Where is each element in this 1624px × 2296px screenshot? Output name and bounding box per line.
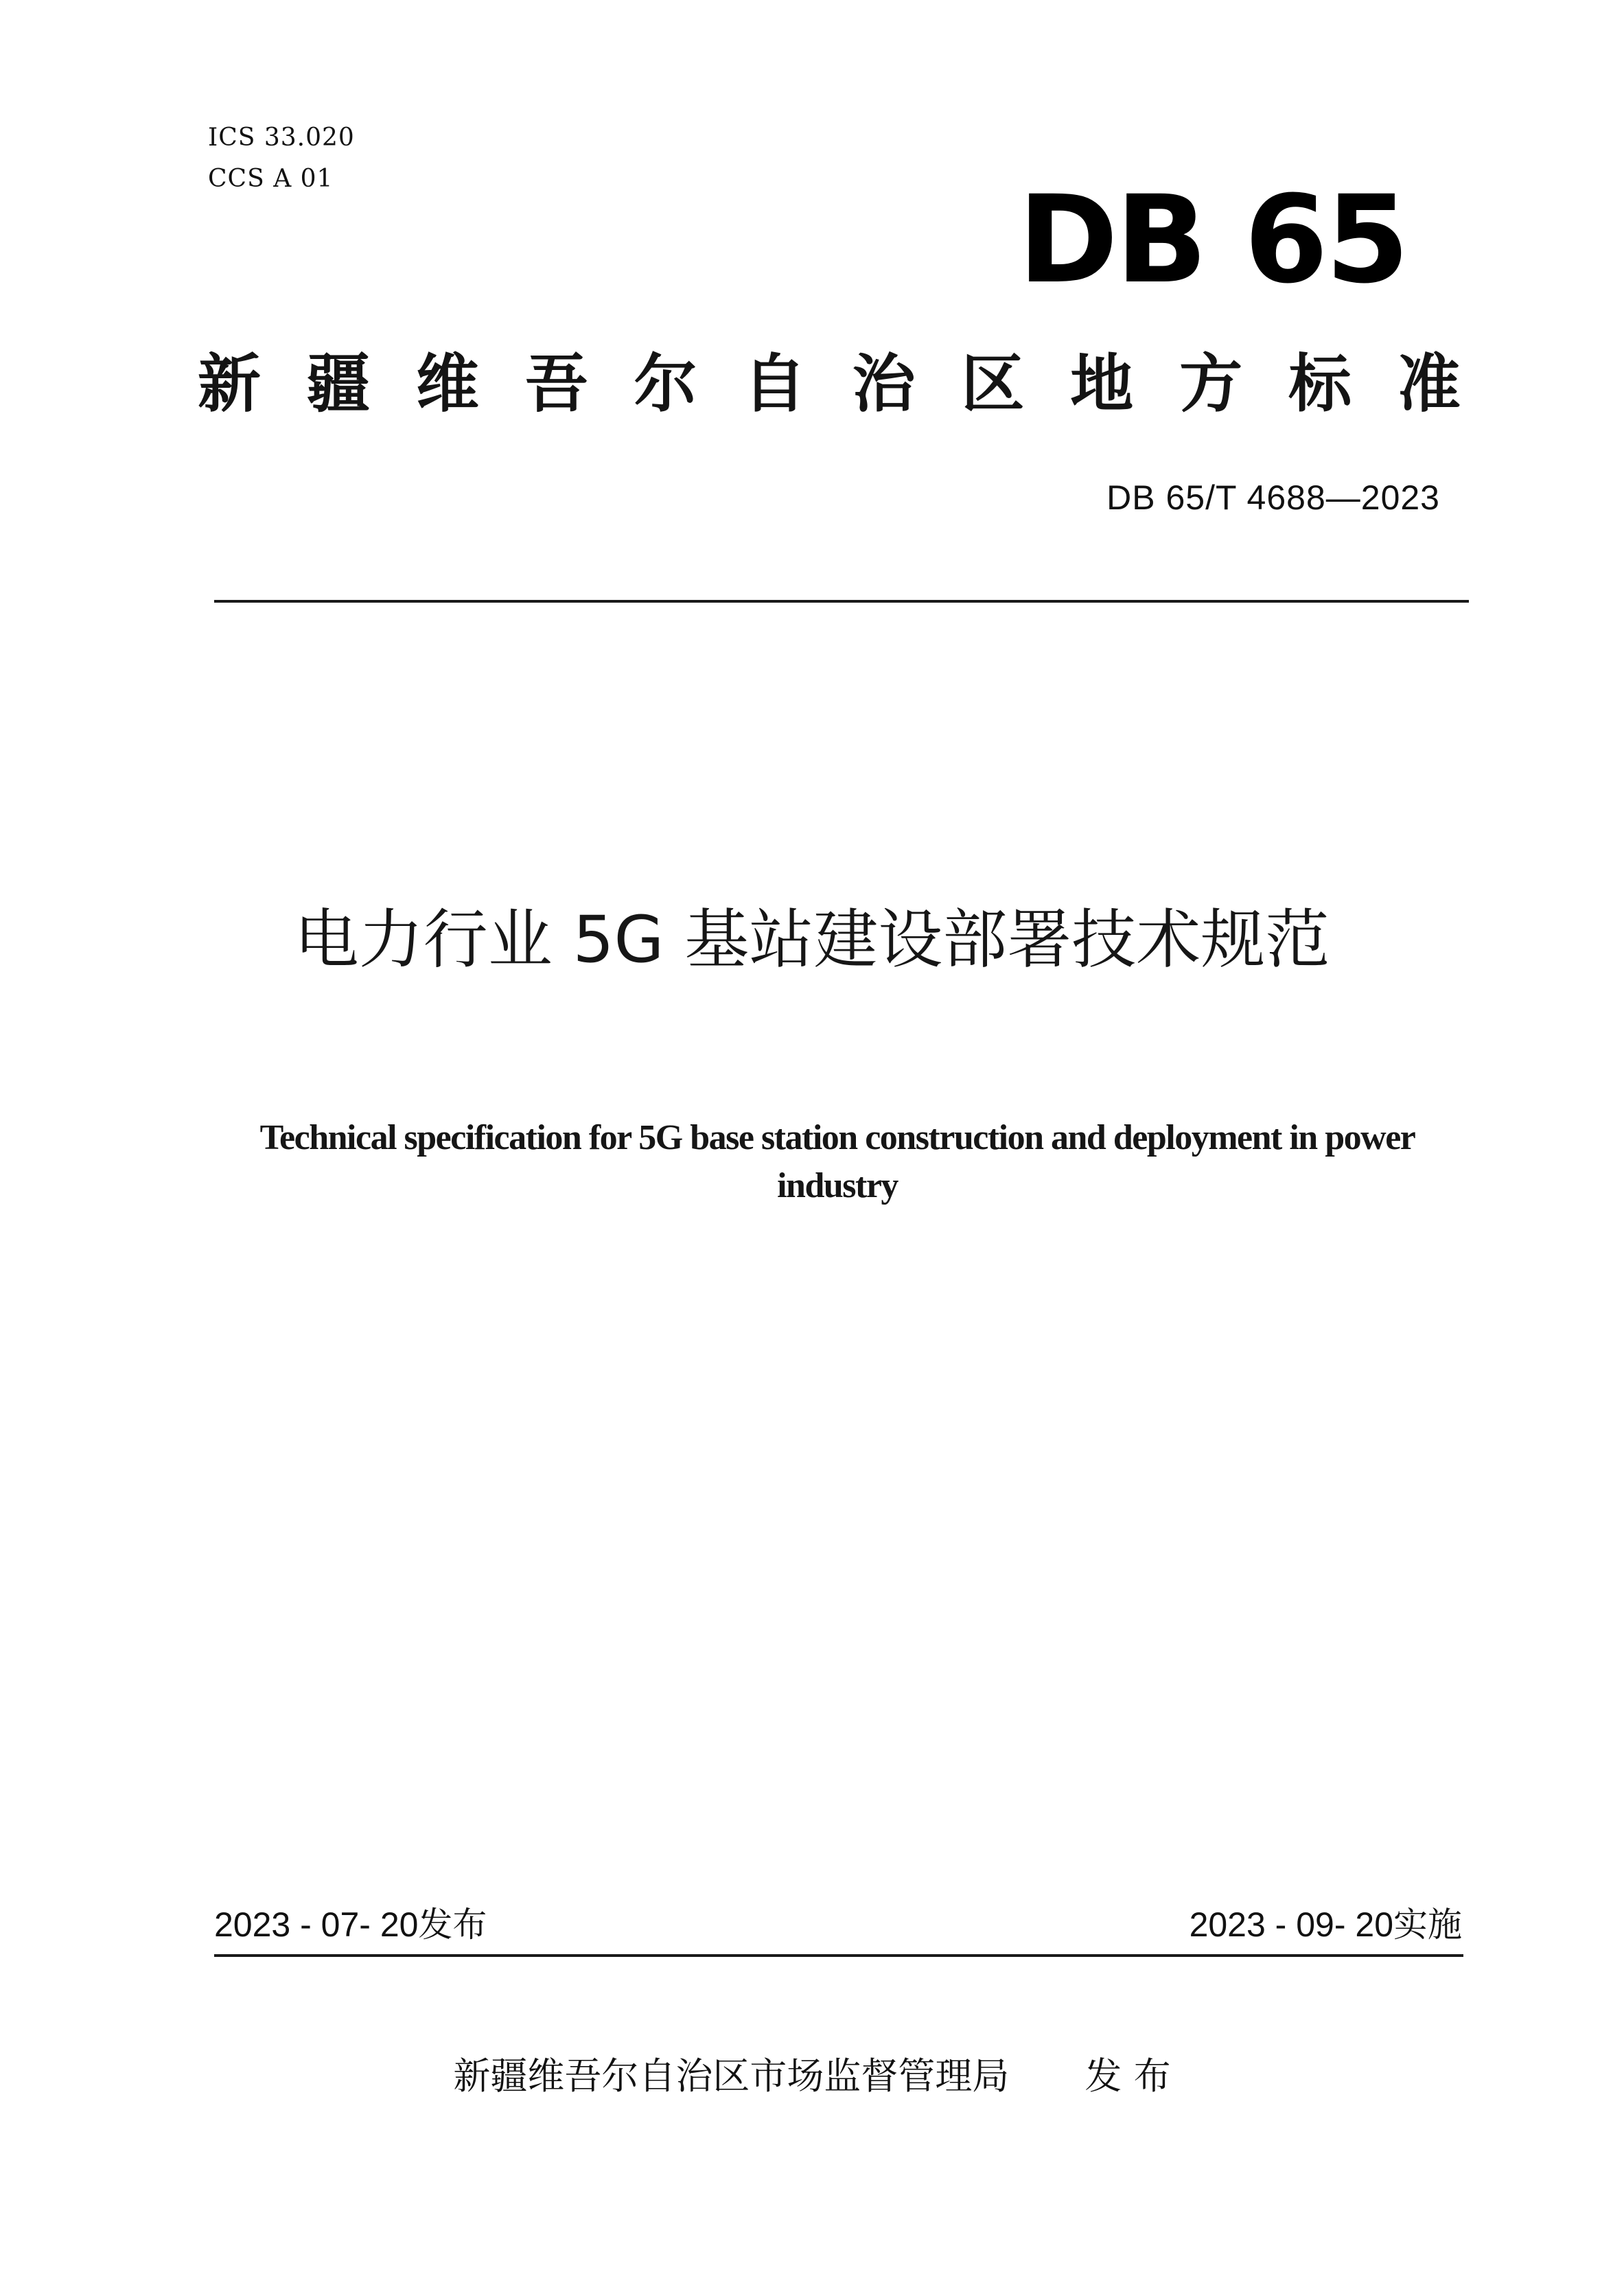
document-title-english: Technical specification for 5G base station construction and deployment in power industry	[259, 1118, 1415, 1205]
bottom-divider	[214, 1954, 1463, 1957]
implementation-date: 2023 - 09- 20实施	[1189, 1905, 1462, 1944]
publish-date: 2023 - 07- 20发布	[214, 1905, 487, 1944]
region-standard-heading-text: 新 疆 维 吾 尔 自 治 区 地 方 标 准	[198, 347, 1461, 421]
standard-number: DB 65/T 4688—2023	[1106, 478, 1440, 517]
top-divider	[214, 600, 1469, 603]
db-logo: DB 65	[1018, 170, 1407, 310]
ccs-code: CCS A 01	[208, 165, 334, 193]
issuer-line	[0, 2052, 1624, 2100]
issuer-name: 新疆维吾尔自治区市场监督管理局	[453, 2054, 1010, 2098]
ics-code: ICS 33.020	[208, 124, 355, 152]
region-standard-heading	[198, 347, 1461, 422]
issuer-action: 发 布	[1084, 2054, 1171, 2098]
document-title-chinese: 电力行业 5G 基站建设部署技术规范	[294, 903, 1330, 977]
